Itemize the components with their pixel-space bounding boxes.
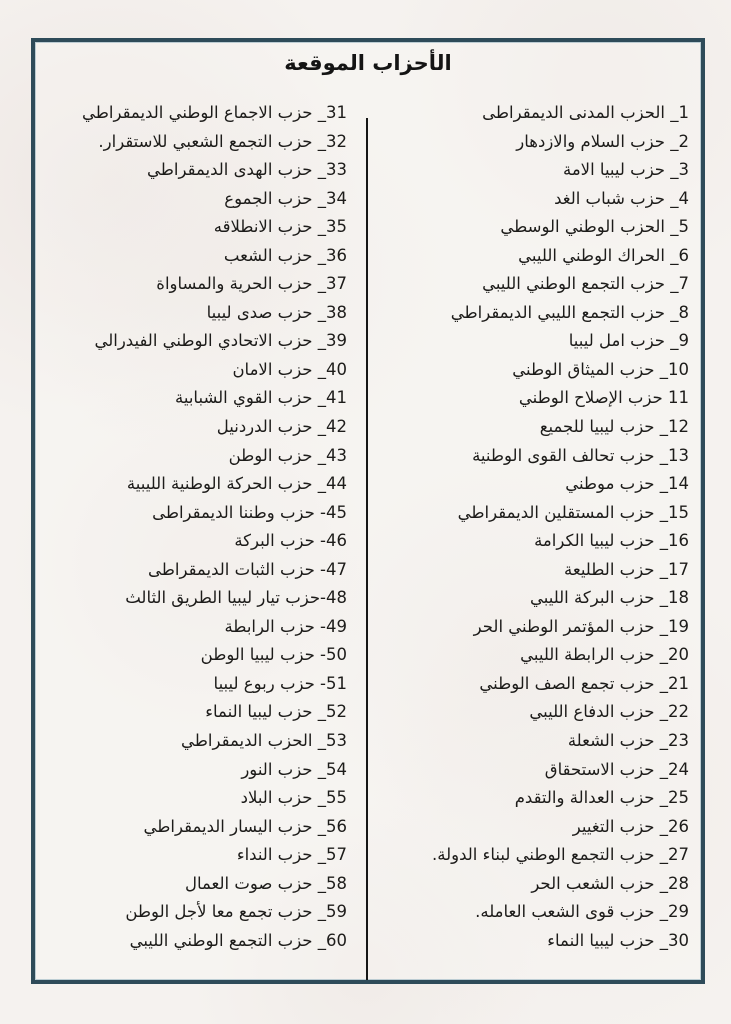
party-list-item: 20_ حزب الرابطة الليبي xyxy=(520,645,689,665)
party-list-item: 60_ حزب التجمع الوطني الليبي xyxy=(129,930,347,950)
party-list-item: 28_ حزب الشعب الحر xyxy=(531,873,689,893)
party-list-item: 45- حزب وطننا الديمقراطى xyxy=(152,502,347,522)
party-list-item: 48-حزب تيار ليبيا الطريق الثالث xyxy=(125,588,347,608)
party-list-item: 19_ حزب المؤتمر الوطني الحر xyxy=(473,616,689,636)
party-list-item: 44_ حزب الحركة الوطنية الليبية xyxy=(126,474,347,494)
party-list-item: 18_ حزب البركة الليبي xyxy=(529,588,689,608)
party-list-item: 26_ حزب التغيير xyxy=(572,816,689,836)
party-list-item: 3_ حزب ليبيا الامة xyxy=(563,160,689,180)
party-list-item: 13_ حزب تحالف القوى الوطنية xyxy=(472,445,689,465)
page-title: الأحزاب الموقعة xyxy=(284,51,452,75)
party-list-item: 50- حزب ليبيا الوطن xyxy=(200,645,347,665)
party-list-item: 35_ حزب الانطلاقه xyxy=(213,217,347,237)
party-list-item: 16_ حزب ليبيا الكرامة xyxy=(534,531,689,551)
document-frame xyxy=(31,38,705,984)
party-list-item: 17_ حزب الطليعة xyxy=(564,559,689,579)
party-list-item: 7_ حزب التجمع الوطني الليبي xyxy=(482,274,689,294)
party-list-item: 25_ حزب العدالة والتقدم xyxy=(514,788,689,808)
party-list-item: 4_ حزب شباب الغد xyxy=(554,188,689,208)
party-list-item: 15_ حزب المستقلين الديمقراطي xyxy=(457,502,689,522)
party-list-item: 40_ حزب الامان xyxy=(232,359,347,379)
party-list-item: 11 حزب الإصلاح الوطني xyxy=(518,388,689,408)
party-list-item: 52_ حزب ليبيا النماء xyxy=(205,702,347,722)
party-list-item: 37_ حزب الحرية والمساواة xyxy=(156,274,347,294)
party-list-item: 30_ حزب ليبيا النماء xyxy=(547,930,689,950)
party-list-item: 38_ حزب صدى ليبيا xyxy=(206,302,347,322)
party-list-item: 5_ الحزب الوطني الوسطي xyxy=(500,217,689,237)
party-list-item: 36_ حزب الشعب xyxy=(223,245,347,265)
party-list-item: 49- حزب الرابطة xyxy=(224,616,347,636)
party-list-item: 43_ حزب الوطن xyxy=(228,445,347,465)
party-list-item: 56_ حزب اليسار الديمقراطي xyxy=(143,816,347,836)
party-list-item: 24_ حزب الاستحقاق xyxy=(544,759,689,779)
party-list-item: 27_ حزب التجمع الوطني لبناء الدولة. xyxy=(431,845,689,865)
party-list-item: 39_ حزب الاتحادي الوطني الفيدرالي xyxy=(94,331,347,351)
party-list-item: 54_ حزب النور xyxy=(241,759,347,779)
party-list-item: 14_ حزب موطني xyxy=(565,474,689,494)
party-list-item: 9_ حزب امل ليبيا xyxy=(568,331,689,351)
party-list-item: 58_ حزب صوت العمال xyxy=(184,873,347,893)
party-list-item: 57_ حزب النداء xyxy=(236,845,347,865)
party-list-item: 23_ حزب الشعلة xyxy=(567,731,689,751)
party-list-item: 46- حزب البركة xyxy=(234,531,347,551)
party-list-item: 59_ حزب تجمع معا لأجل الوطن xyxy=(125,902,347,922)
party-list-item: 8_ حزب التجمع الليبي الديمقراطي xyxy=(450,302,689,322)
party-list-item: 55_ حزب البلاد xyxy=(240,788,347,808)
party-list-item: 51- حزب ربوع ليبيا xyxy=(213,673,347,693)
party-list-item: 29_ حزب قوى الشعب العامله. xyxy=(475,902,689,922)
party-list-item: 32_ حزب التجمع الشعبي للاستقرار. xyxy=(98,131,347,151)
party-list-item: 10_ حزب الميثاق الوطني xyxy=(512,359,689,379)
party-list-item: 1_ الحزب المدنى الديمقراطى xyxy=(482,103,689,122)
party-list-item: 6_ الحراك الوطني الليبي xyxy=(518,245,689,265)
party-list-item: 2_ حزب السلام والازدهار xyxy=(516,131,689,151)
party-list-item: 21_ حزب تجمع الصف الوطني xyxy=(479,673,689,693)
party-list-item: 31_ حزب الاجماع الوطني الديمقراطي xyxy=(82,103,347,122)
party-list-item: 22_ حزب الدفاع الليبي xyxy=(529,702,689,722)
party-list-item: 33_ حزب الهدى الديمقراطي xyxy=(147,160,347,180)
party-list-item: 47- حزب الثبات الديمقراطى xyxy=(148,559,347,579)
party-list-item: 12_ حزب ليبيا للجميع xyxy=(539,417,689,437)
party-list-item: 53_ الحزب الديمقراطي xyxy=(181,731,347,751)
party-list-item: 34_ حزب الجموع xyxy=(224,188,347,208)
column-divider-line xyxy=(366,118,368,980)
party-list-item: 41_ حزب القوي الشبابية xyxy=(175,388,347,408)
party-list-column-31-60 xyxy=(42,99,347,955)
party-list-column-1-30 xyxy=(384,99,689,955)
party-list-item: 42_ حزب الدردنيل xyxy=(216,417,347,437)
